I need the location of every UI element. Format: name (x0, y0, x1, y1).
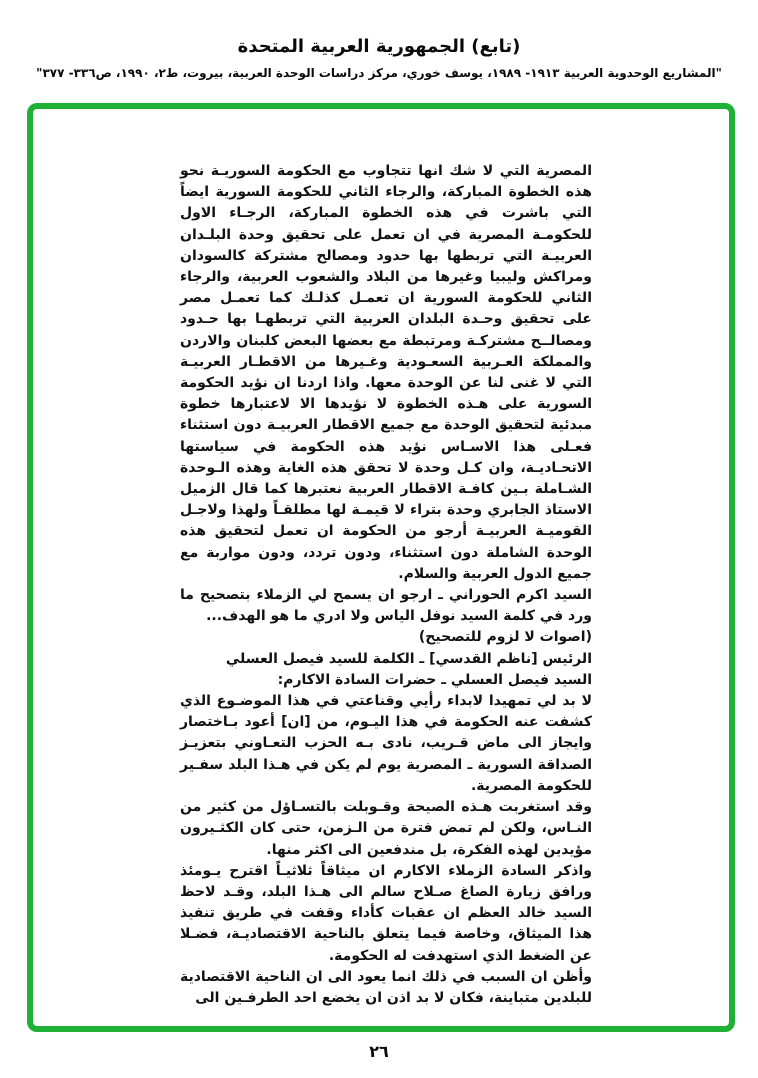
paragraph (180, 627, 592, 648)
speaker-name: فيصل العسلي (450, 671, 550, 688)
paragraph-text: (اصوات لا لزوم للتصحيح) (418, 629, 592, 646)
paragraph-text: ـ ارجو ان يسمح لي الزملاء بتصحيح ما ورد في كلمة السيد نوفل الياس ولا ادري ما هو الهدف... (180, 587, 592, 625)
paragraph-text: الرئيس [ (531, 650, 592, 667)
paragraph-text: ـ حضرات السادة الاكارم: (277, 671, 451, 688)
paragraph-text: وقد استغربت هـذه الصيحة وقـوبلت بالتسـاؤل من كثير من النـاس، ولكن لم تمض فترة من الـزمن، حتى كان الكثـيرون مؤيدين لهذه الفكرة، بل مندفعين الى اكثر منها. (180, 799, 592, 858)
paragraph (180, 585, 592, 627)
paragraph-text: ] ـ الكلمة للسيد فيصل العسلي (225, 650, 436, 667)
paragraph-text: واذكر السادة الزملاء الاكارم ان ميثاقاً ثلاثيـاً اقترح يـومئذ ورافق زيارة الصاغ صـلاح سالم الى هـذا البلد، وقـد لاحظ السيد خالد العظم ان عقبات كأداء وقفت في طريق تنفيذ هذا الميثاق، وخاصة فيما يتعلق بالناحية الاقتصاديـة، فضـلا عن الضغط الذي استهدفت له الحكومة. (180, 862, 592, 964)
paragraph (180, 691, 592, 797)
paragraph-text: السيد (547, 587, 592, 604)
speaker-name: اكرم الحوراني (448, 587, 548, 604)
paragraph-text: السيد (549, 671, 592, 688)
body-text (180, 161, 592, 1009)
page-number: ٢٦ (369, 1042, 389, 1061)
paragraph (180, 861, 592, 967)
source-citation: "المشاريع الوحدوية العربية ١٩١٣- ١٩٨٩، يوسف خوري، مركز دراسات الوحدة العربية، بيروت، ط٢، ١٩٩٠، ص٣٣٦- ٣٧٧" (36, 66, 722, 80)
page-title: (تابع) الجمهورية العربية المتحدة (237, 36, 521, 57)
speaker-name: ناظم القدسي (435, 650, 532, 667)
paragraph-text: لا بد لي تمهيدا لابداء رأيي وقناعتي في هذا الموضـوع الذي كشفت عنه الحكومة في هذا اليـوم، من [ان] أعود بـاختصار وايجاز الى ماض قـريب، نادى بـه الحزب التعـاوني بتعزيـز الصداقة السورية ـ المصرية يوم لم يكن في هـذا البلد سفـير للحكومة المصرية. (180, 693, 592, 794)
paragraph-text: المصرية التي لا شك انها تتجاوب مع الحكومة السوريـة نحو هذه الخطوة المباركة، والرجاء الثاني للحكومة السورية ايضاً التي باشرت في هذه الخطوة المباركة، الرجـاء الاول للحكومـة المصرية في ان تعمل على تحقيق وحدة البلـدان العربيـة التي تربطها بها حدود ومصالح مشتركة كالسودان ومراكش وليبيا وغيرها من البلاد والشعوب العربية، والرجاء الثاني للحكومة السورية ان تعمـل كذلـك كما تعمـل مصر على تحقيق وحـدة البلدان العربية التي تربطهـا بها حـدود ومصالــح مشتركـة ومرتبطة مع بعضها البعض كلبنان والاردن والمملكة العـربية السعـودية وغـيرها من الاقطـار العربيـة التي لا غنى لنا عن الوحدة معها. واذا اردنا ان نؤيد الحكومة السورية على هـذه الخطوة لا نؤيدها الا لاعتبارها خطوة مبدئية لتحقيق الوحدة مع جميع الاقطار العربيـة دون استثناء فعـلى هذا الاسـاس نؤيد هذه الحكومة في سياستها الاتحـاديـة، وان كـل وحدة لا تحقق هذه الغاية وهذه الـوحدة الشـاملة بـين كافـة الاقطار العربية نعتبرها كما قال الزميل الاستاذ الجابري وحدة بتراء لا قيمـة لها مطلقـاً ولهذا ولاجـل القوميـة العربيـة أرجو من الحكومة ان تعمل لتحقيق هذه الوحدة الشاملة دون استثناء، ودون تردد، ودون مواربة مع جميع الدول العربية والسلام. (180, 163, 592, 582)
paragraph (180, 967, 592, 1009)
paragraph (180, 670, 592, 691)
content-frame (27, 103, 735, 1032)
paragraph (180, 797, 592, 861)
paragraph (180, 161, 592, 585)
paragraph (180, 649, 592, 670)
paragraph-text: وأظن ان السبب في ذلك انما يعود الى ان الناحية الاقتصادية للبلدين متباينة، فكان لا بد اذن ان يخضع احد الطرفـين الى (180, 968, 592, 1006)
